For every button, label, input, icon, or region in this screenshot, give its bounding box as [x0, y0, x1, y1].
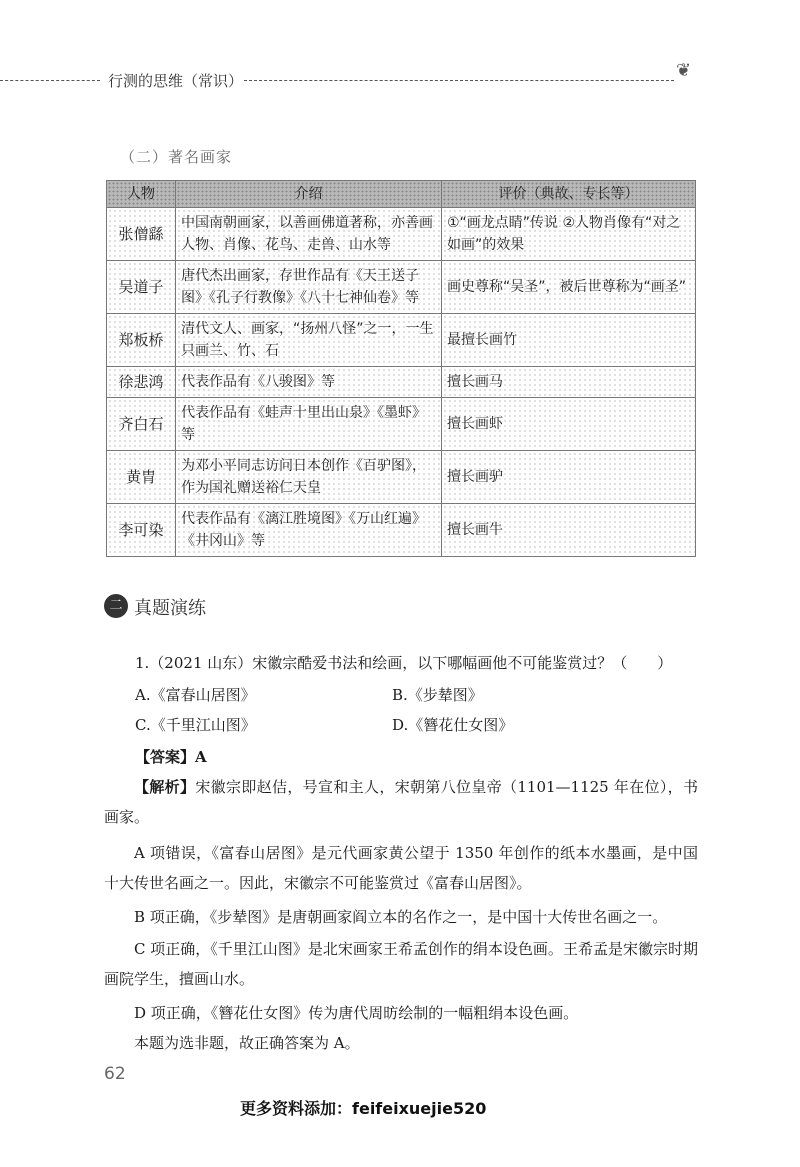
painter-intro: 清代文人、画家，“扬州八怪”之一，一生只画兰、竹、石: [176, 314, 442, 367]
option-d: D.《簪花仕女图》: [392, 716, 514, 734]
table-row: [107, 208, 696, 261]
option-b: B.《步辇图》: [392, 686, 483, 704]
table-row: [107, 367, 696, 398]
running-header-title: 行测的思维（常识）: [104, 70, 247, 91]
col-header-evaluation: 评价（典故、专长等）: [442, 181, 696, 208]
painter-evaluation: ①“画龙点睛”传说 ②人物肖像有“对之如画”的效果: [442, 208, 696, 261]
section-title: （二）著名画家: [120, 148, 233, 166]
painter-evaluation: 擅长画牛: [442, 504, 696, 557]
painter-intro: 唐代杰出画家，存世作品有《天王送子图》《孔子行教像》《八十七神仙卷》等: [176, 261, 442, 314]
option-c: C.《千里江山图》: [135, 716, 256, 734]
answer-line: [135, 742, 729, 772]
running-header: [0, 60, 800, 96]
leaf-ornament-icon: ❦: [676, 60, 692, 81]
answer-value: A: [195, 748, 207, 766]
analysis-label: 【解析】: [134, 778, 196, 796]
analysis-paragraph: [104, 772, 698, 832]
painter-intro: 代表作品有《八骏图》等: [176, 367, 442, 398]
painter-name: 李可染: [107, 504, 176, 557]
painter-name: 郑板桥: [107, 314, 176, 367]
section-number-icon: 二: [104, 594, 128, 618]
conclusion: 本题为选非题，故正确答案为 A。: [134, 1034, 360, 1052]
painter-evaluation: 擅长画驴: [442, 451, 696, 504]
table-row: [107, 261, 696, 314]
painter-intro: 代表作品有《漓江胜境图》《万山红遍》《井冈山》等: [176, 504, 442, 557]
explanation-b: B 项正确，《步辇图》是唐朝画家阎立本的名作之一，是中国十大传世名画之一。: [134, 908, 668, 926]
table-row: [107, 504, 696, 557]
table-row: [107, 398, 696, 451]
footer-contact-note: 更多资料添加：feifeixuejie520: [240, 1099, 487, 1118]
explanation-a: A 项错误，《富春山居图》是元代画家黄公望于 1350 年创作的纸本水墨画，是中国十大传世名画之一。因此，宋徽宗不可能鉴赏过《富春山居图》。: [104, 844, 698, 892]
table-row: [107, 451, 696, 504]
painter-name: 齐白石: [107, 398, 176, 451]
header-rule-left: [0, 80, 100, 81]
painter-name: 徐悲鸿: [107, 367, 176, 398]
option-a: A.《富春山居图》: [135, 686, 256, 704]
question-stem: 1.（2021 山东）宋徽宗酷爱书法和绘画，以下哪幅画他不可能鉴赏过？（ ）: [135, 654, 673, 672]
painter-intro: 为邓小平同志访问日本创作《百驴图》，作为国礼赠送裕仁天皇: [176, 451, 442, 504]
painter-intro: 中国南朝画家，以善画佛道著称，亦善画人物、肖像、花鸟、走兽、山水等: [176, 208, 442, 261]
painter-evaluation: 最擅长画竹: [442, 314, 696, 367]
header-rule-right: [244, 80, 674, 81]
practice-title: 真题演练: [134, 598, 206, 619]
painter-name: 吴道子: [107, 261, 176, 314]
painter-evaluation: 画史尊称“吴圣”，被后世尊称为“画圣”: [442, 261, 696, 314]
answer-label: 【答案】: [135, 748, 196, 766]
painter-name: 张僧繇: [107, 208, 176, 261]
table-header-row: [107, 181, 696, 208]
explanation-c: C 项正确，《千里江山图》是北宋画家王希孟创作的绢本设色画。王希孟是宋徽宗时期画院学生，擅画山水。: [104, 940, 698, 988]
painters-table: [106, 180, 696, 557]
painter-name: 黄胄: [107, 451, 176, 504]
painter-evaluation: 擅长画马: [442, 367, 696, 398]
painter-intro: 代表作品有《蛙声十里出山泉》《墨虾》等: [176, 398, 442, 451]
table-row: [107, 314, 696, 367]
painter-evaluation: 擅长画虾: [442, 398, 696, 451]
analysis-text: 宋徽宗即赵佶，号宣和主人，宋朝第八位皇帝（1101—1125 年在位），书画家。: [104, 778, 698, 826]
col-header-intro: 介绍: [176, 181, 442, 208]
explanation-d: D 项正确，《簪花仕女图》传为唐代周昉绘制的一幅粗绢本设色画。: [134, 1004, 579, 1022]
page-number: 62: [104, 1064, 126, 1084]
col-header-person: 人物: [107, 181, 176, 208]
